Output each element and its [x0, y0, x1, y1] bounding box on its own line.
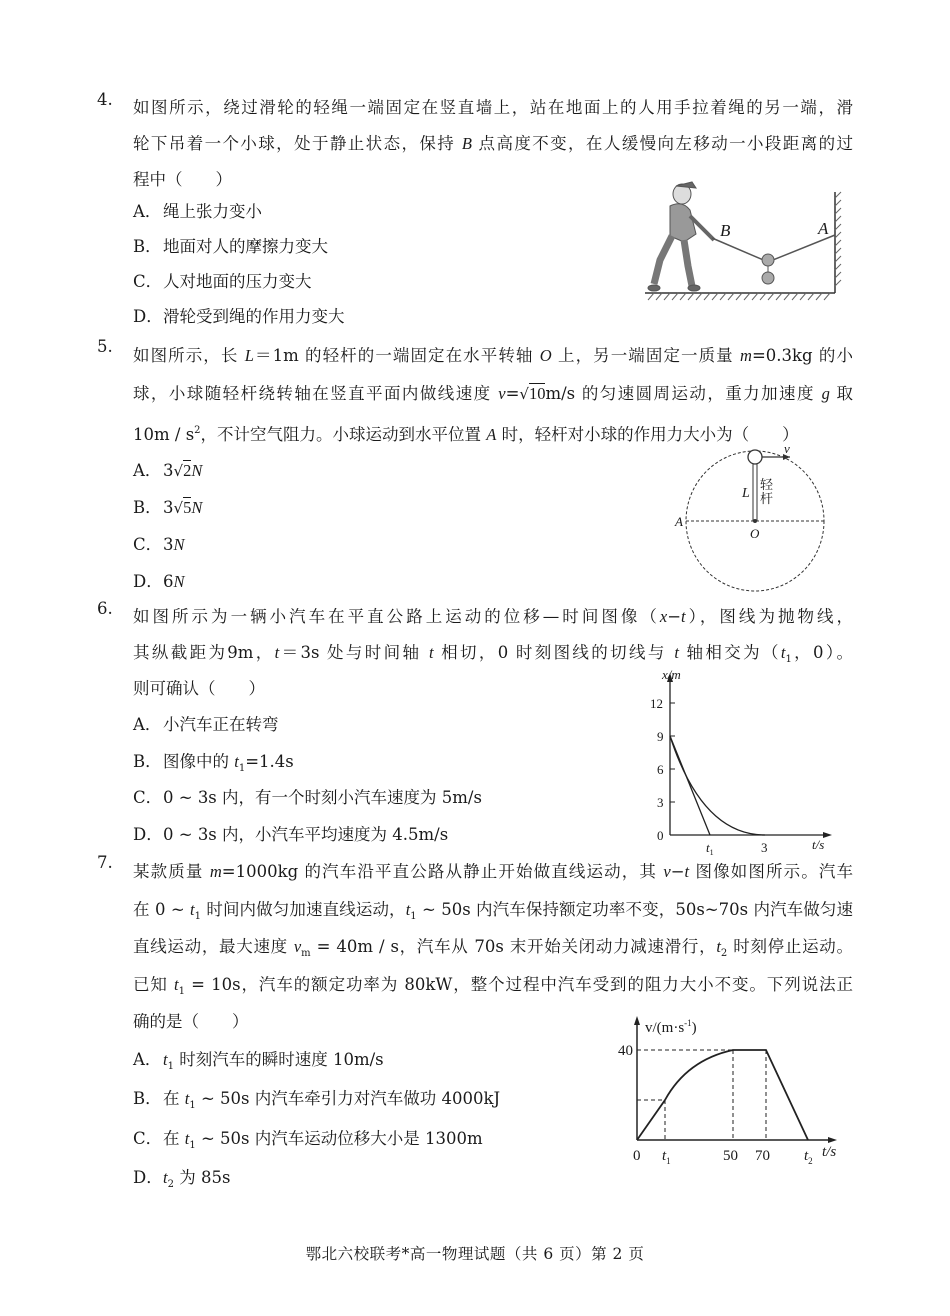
text-run: 某款质量 [133, 862, 210, 881]
option-label: B． [133, 497, 162, 517]
text-run: 3 [163, 497, 174, 517]
math-variable: t [190, 899, 195, 919]
text-run: 小汽车正在转弯 [163, 715, 279, 734]
text-run: 程中（ ） [133, 170, 232, 189]
text-run: 图像中的 [163, 751, 235, 771]
option-label: C． [133, 1128, 163, 1148]
text-run: 时间内做匀加速直线运动， [200, 899, 406, 919]
text-run: ~ 50s 内汽车牵引力对汽车做功 4000kJ [195, 1089, 501, 1108]
x-axis-label: t/s [812, 837, 825, 852]
rod-label-2: 杆 [760, 491, 774, 506]
square-root [519, 384, 545, 403]
ball [762, 272, 774, 284]
math-variable: N [173, 534, 185, 554]
text-run: 人对地面的压力变大 [163, 272, 312, 291]
option-label: C． [133, 534, 163, 554]
option-label: D． [133, 1168, 163, 1187]
v-t-graph [605, 1010, 850, 1175]
text-run: ），图线为抛物线， [685, 607, 853, 626]
sqrt-sign-icon: √ [173, 461, 184, 480]
text-run: 3 [163, 534, 174, 554]
subscript: 2 [167, 1179, 174, 1190]
option-label: C． [133, 272, 163, 291]
option-label: B． [133, 751, 162, 771]
math-variable: t [174, 974, 179, 994]
math-variable: N [191, 497, 203, 517]
math-variable: t [274, 643, 280, 662]
text-run: 在 [163, 1128, 185, 1148]
square-root [174, 461, 192, 480]
text-run: 如图所示，绕过滑轮的轻绳一端固定在竖直墙上，站在地面上的人用手拉着绳的另一端，滑 [133, 98, 853, 117]
text-run: − [670, 862, 685, 881]
math-variable: m [740, 346, 752, 365]
text-run: 3 [163, 460, 174, 480]
question-number: 5. [97, 337, 113, 356]
math-variable: v [498, 383, 506, 403]
text-run: 为 85s [173, 1168, 231, 1187]
subscript: 1 [167, 1060, 174, 1072]
subscript: 1 [785, 654, 792, 665]
velocity-label: v [784, 445, 790, 456]
math-variable: t [780, 643, 786, 662]
y-tick-marks [670, 703, 675, 802]
text-run: 点高度不变，在人缓慢向左移动一小段距离的过 [471, 134, 853, 153]
math-variable: t [716, 937, 721, 956]
math-variable: N [173, 571, 185, 591]
sqrt-radicand: 5 [183, 497, 192, 517]
text-run: 确的是（ ） [133, 1012, 249, 1031]
point-a-label: A [675, 514, 683, 529]
guide-dashed-lines [637, 1050, 766, 1140]
option-label: C． [133, 788, 163, 807]
t1-tick-label: $t_1$ [706, 840, 714, 857]
y-tick-12: 12 [650, 696, 663, 711]
square-root [174, 498, 192, 517]
circular-motion-figure [670, 445, 840, 595]
subscript: 2 [720, 948, 728, 959]
y-tick-0: 0 [657, 828, 664, 843]
page-footer: 鄂北六校联考*高一物理试题（共 6 页）第 2 页 [305, 1245, 645, 1263]
question-number: 4. [97, 90, 113, 109]
stem-line [133, 966, 853, 1004]
text-run: =1000kg 的汽车沿平直公路从静止开始做直线运动，其 [221, 862, 664, 881]
pulley [762, 254, 774, 266]
text-run: 则可确认（ ） [133, 679, 265, 698]
option-label: D． [133, 307, 163, 326]
option-d[interactable] [133, 299, 853, 334]
text-run: 6 [163, 571, 174, 591]
question-number: 7. [97, 853, 113, 872]
option-label: A． [133, 460, 162, 480]
math-variable: t [184, 1128, 190, 1148]
x-axis-label: t/s [822, 1144, 837, 1160]
length-label: L [742, 486, 750, 501]
ground-hatch [648, 293, 830, 300]
math-variable: x [659, 607, 668, 626]
text-run: =1.4s [245, 751, 294, 771]
math-variable: t [674, 643, 679, 662]
point-a-label: A [818, 219, 829, 238]
text-run: = [505, 383, 520, 403]
math-variable: t [163, 1049, 168, 1069]
math-variable: t [428, 643, 434, 662]
text-run: 在 0 ~ [133, 899, 191, 919]
text-run: 球，小球随轻杆绕转轴在竖直平面内做线速度 [133, 383, 499, 403]
sqrt-radicand: 10 [528, 383, 546, 403]
stem-line [133, 90, 853, 126]
math-variable: g [821, 383, 830, 403]
text-run: 时刻汽车的瞬时速度 10m/s [173, 1049, 384, 1069]
subscript: 1 [178, 985, 185, 997]
text-run: =0.3kg 的小 [751, 346, 853, 365]
y-axis-label: x/m [662, 667, 681, 682]
text-run: − [667, 607, 682, 626]
math-variable: t [184, 1089, 190, 1108]
text-run: 10m / s [133, 425, 195, 444]
option-label: A． [133, 202, 162, 221]
subscript: 1 [410, 910, 417, 922]
text-run: 如图所示为一辆小汽车在平直公路上运动的位移—时间图像（ [133, 607, 660, 626]
text-run: ~ 50s 内汽车运动位移大小是 1300m [195, 1128, 483, 1148]
subscript: 1 [189, 1100, 196, 1111]
text-run: 时刻停止运动。 [727, 937, 853, 956]
text-run: 图像如图所示。汽车 [689, 862, 853, 881]
text-run: 上，另一端固定一质量 [551, 346, 741, 365]
math-variable: v [293, 937, 302, 956]
math-variable: t [681, 607, 686, 626]
math-variable: L [244, 346, 254, 365]
math-variable: t [234, 751, 239, 771]
text-run: = 40m / s，汽车从 70s 末开始关闭动力减速滑行， [310, 937, 717, 956]
question-number: 6. [97, 599, 113, 618]
text-run: 轴相交为（ [678, 643, 781, 662]
math-variable: v [663, 862, 671, 881]
y-tick-3: 3 [657, 795, 664, 810]
subscript: 1 [194, 910, 201, 922]
option-label: B． [133, 237, 162, 256]
light-rod [753, 463, 757, 521]
text-run: ＝1m 的轻杆的一端固定在水平转轴 [253, 346, 540, 365]
math-variable: A [486, 425, 497, 444]
math-variable: t [684, 862, 690, 881]
text-run: 相切，0 时刻图线的切线与 [433, 643, 675, 662]
option-label: D． [133, 571, 163, 591]
stem-line [133, 337, 853, 375]
y-tick-6: 6 [657, 762, 664, 777]
text-run: 直线运动，最大速度 [133, 937, 294, 956]
text-run: 滑轮受到绳的作用力变大 [163, 307, 345, 326]
stem-line [133, 126, 853, 162]
text-run: 其纵截距为9m， [133, 643, 275, 662]
text-run: 地面对人的摩擦力变大 [163, 237, 328, 256]
x-t-graph [640, 665, 840, 860]
stem-line [133, 375, 853, 413]
math-variable: B [461, 134, 472, 153]
parabola-curve [670, 736, 765, 835]
sqrt-sign-icon: √ [519, 384, 529, 403]
stem-line [133, 928, 853, 966]
superscript: 2 [194, 425, 201, 436]
math-variable: t [405, 899, 411, 919]
person-illustration [648, 182, 714, 291]
y-axis-label: $v/(m\cdot s^{-1})$ [645, 1018, 697, 1036]
point-o-label: O [750, 526, 760, 541]
text-run: m/s 的匀速圆周运动，重力加速度 [545, 383, 822, 403]
text-run: 在 [163, 1089, 185, 1108]
y-tick-40: 40 [618, 1043, 633, 1059]
pulley-figure [640, 176, 845, 301]
subscript: 1 [189, 1139, 196, 1151]
math-variable: N [191, 460, 203, 480]
sqrt-sign-icon: √ [173, 498, 184, 517]
text-run: ~ 50s 内汽车保持额定功率不变，50s~70s 内汽车做匀速 [416, 899, 853, 919]
subscript: m [301, 948, 311, 959]
text-run: ，0）。 [791, 643, 853, 662]
text-run: 绳上张力变小 [163, 202, 262, 221]
option-label: A． [133, 715, 162, 734]
text-run: ，不计空气阻力。小球运动到水平位置 [200, 425, 487, 444]
tangent-line [670, 736, 710, 835]
text-run: 取 [829, 383, 853, 403]
x-tick-50: 50 [723, 1148, 738, 1164]
text-run: 如图所示，长 [133, 346, 245, 365]
option-label: D． [133, 824, 163, 844]
option-label: B． [133, 1089, 162, 1108]
x-tick-0: 0 [633, 1148, 641, 1164]
wall-hatch [835, 192, 841, 286]
stem-line [133, 891, 853, 929]
rod-label-1: 轻 [760, 477, 774, 492]
text-run: = 10s，汽车的额定功率为 80kW，整个过程中汽车受到的阻力大小不变。下列说法正 [184, 974, 853, 994]
stem-line [133, 599, 853, 635]
x-tick-70: 70 [755, 1148, 770, 1164]
math-variable: t [163, 1168, 168, 1187]
math-variable: O [539, 346, 552, 365]
subscript: 1 [238, 762, 246, 774]
sqrt-radicand: 2 [183, 460, 192, 480]
y-tick-9: 9 [657, 729, 664, 744]
text-run: 0 ~ 3s 内，小汽车平均速度为 4.5m/s [163, 824, 449, 844]
t1-tick-label: $t_1$ [662, 1148, 671, 1166]
stem-line [133, 412, 853, 450]
text-run: 时，轻杆对小球的作用力大小为（ ） [496, 425, 799, 444]
text-run: 已知 [133, 974, 174, 994]
text-run: ＝3s 处与时间轴 [279, 643, 429, 662]
velocity-curve [637, 1050, 808, 1140]
text-run: 轮下吊着一个小球，处于静止状态，保持 [133, 134, 462, 153]
point-b-label: B [720, 221, 731, 240]
x-tick-3: 3 [761, 840, 768, 855]
t2-tick-label: $t_2$ [804, 1148, 813, 1166]
option-label: A． [133, 1049, 162, 1069]
text-run: 0 ~ 3s 内，有一个时刻小汽车速度为 5m/s [163, 788, 482, 807]
ball [748, 450, 762, 464]
math-variable: m [209, 862, 222, 881]
question-stem [133, 337, 853, 450]
